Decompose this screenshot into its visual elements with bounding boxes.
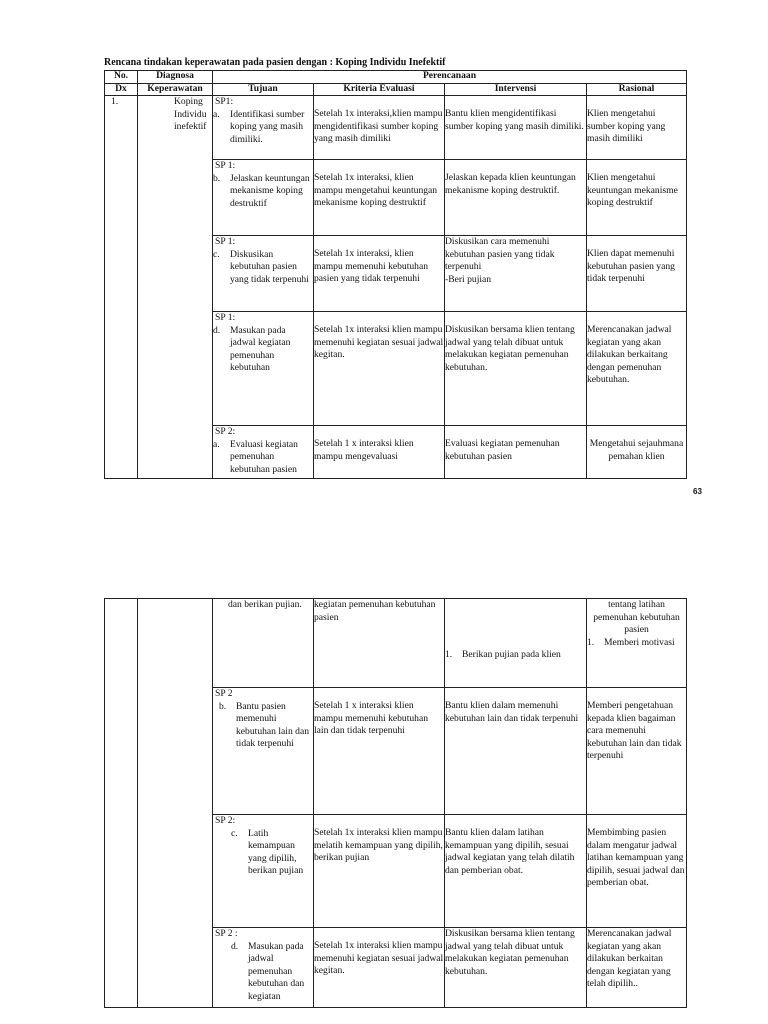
tujuan-cell: SP 1: b. Jelaskan keuntungan mekanisme koping destruktif — [213, 160, 314, 236]
intervensi-cell: Bantu klien mengidentifikasi sumber koping yang masih dimiliki. — [445, 96, 587, 160]
rasional-cell: Klien dapat memenuhi kebutuhan pasien yang tidak terpenuhi — [587, 236, 687, 312]
intervensi-cell: Bantu klien dalam latihan kemampuan yang dipilih, sesuai jadwal kegiatan yang telah dilatih dan pemberian obat. — [445, 815, 587, 928]
diagnosis-cell: Koping Individu inefektif — [138, 96, 213, 479]
diagnosis-empty — [138, 599, 213, 1008]
document-title: Rencana tindakan keperawatan pada pasien dengan : Koping Individu Inefektif — [104, 57, 446, 68]
header-kriteria: Kriteria Evaluasi — [314, 84, 445, 96]
care-plan-table-page2 — [104, 598, 687, 1008]
kriteria-cell: Setelah 1x interaksi klien mampu melatih kemampuan yang dipilih, berikan pujian — [314, 815, 445, 928]
kriteria-cell: Setelah 1x interaksi, klien mampu memenuhi kebutuhan pasien yang tidak terpenuhi — [314, 236, 445, 312]
rasional-cell: tentang latihan pemenuhan kebutuhan pasien 1. Memberi motivasi — [587, 599, 687, 688]
kriteria-cell: Setelah 1x interaksi,klien mampu mengidentifikasi sumber koping yang masih dimiliki — [314, 96, 445, 160]
kriteria-cell: Setelah 1x interaksi, klien mampu mengetahui keuntungan mekanisme koping destruktif — [314, 160, 445, 236]
kriteria-cell: kegiatan pemenuhan kebutuhan pasien — [314, 599, 445, 688]
rasional-cell: Membimbing pasien dalam mengatur jadwal latihan kemampuan yang dipilih, sesuai jadwal dan pemberian obat. — [587, 815, 687, 928]
tujuan-cell: dan berikan pujian. — [213, 599, 314, 688]
table-row — [105, 599, 687, 688]
care-plan-table-page1 — [104, 70, 687, 479]
tujuan-cell: SP 2 b. Bantu pasien memenuhi kebutuhan lain dan tidak terpenuhi — [213, 688, 314, 815]
kriteria-cell: Setelah 1x interaksi klien mampu memenuhi kegiatan sesuai jadwal kegitan. — [314, 312, 445, 426]
table-row — [105, 96, 687, 160]
intervensi-cell: 1. Berikan pujian pada klien — [445, 599, 587, 688]
kriteria-cell: Setelah 1 x interaksi klien mampu mengevaluasi — [314, 426, 445, 479]
kriteria-cell: Setelah 1x interaksi klien mampu memenuhi kegiatan sesuai jadwal kegitan. — [314, 928, 445, 1008]
tujuan-cell: SP 2: c. Latih kemampuan yang dipilih, berikan pujian — [213, 815, 314, 928]
header-keperawatan: Keperawatan — [138, 84, 213, 96]
header-perencanaan: Perencanaan — [213, 71, 687, 84]
intervensi-cell: Diskusikan bersama klien tentang jadwal yang telah dibuat untuk melakukan kegiatan pemenuhan kebutuhan. — [445, 312, 587, 426]
kriteria-cell: Setelah 1 x interaksi klien mampu memenuhi kebutuhan lain dan tidak terpenuhi — [314, 688, 445, 815]
header-rasional: Rasional — [587, 84, 687, 96]
row-number-empty — [105, 599, 138, 1008]
tujuan-cell: SP 1: c. Diskusikan kebutuhan pasien yang tidak terpenuhi — [213, 236, 314, 312]
intervensi-cell: Bantu klien dalam memenuhi kebutuhan lain dan tidak terpenuhi — [445, 688, 587, 815]
rasional-cell: Memberi pengetahuan kepada klien bagaiman cara memenuhi kebutuhan lain dan tidak terpenuhi — [587, 688, 687, 815]
rasional-cell: Mengetahui sejauhmana pemahan klien — [587, 426, 687, 479]
tujuan-cell: SP 2: a. Evaluasi kegiatan pemenuhan kebutuhan pasien — [213, 426, 314, 479]
intervensi-cell: Diskusikan bersama klien tentang jadwal yang telah dibuat untuk melakukan kegiatan pemenuhan kebutuhan. — [445, 928, 587, 1008]
header-no: No. — [105, 71, 138, 84]
rasional-cell: Klien mengetahui keuntungan mekanisme koping destruktif — [587, 160, 687, 236]
header-tujuan: Tujuan — [213, 84, 314, 96]
tujuan-cell: SP 1: d. Masukan pada jadwal kegiatan pemenuhan kebutuhan — [213, 312, 314, 426]
intervensi-cell: Diskusikan cara memenuhi kebutuhan pasien yang tidak terpenuhi -Beri pujian — [445, 236, 587, 312]
header-intervensi: Intervensi — [445, 84, 587, 96]
rasional-cell: Merencanakan jadwal kegiatan yang akan dilakukan berkaitan dengan kegiatan yang telah dipilih.. — [587, 928, 687, 1008]
page-number: 63 — [693, 487, 702, 496]
header-dx: Dx — [105, 84, 138, 96]
rasional-cell: Merencanakan jadwal kegiatan yang akan dilakukan berkaitang dengan pemenuhan kebutuhan. — [587, 312, 687, 426]
intervensi-cell: Jelaskan kepada klien keuntungan mekanisme koping destruktif. — [445, 160, 587, 236]
header-diagnosa: Diagnosa — [138, 71, 213, 84]
intervensi-cell: Evaluasi kegiatan pemenuhan kebutuhan pasien — [445, 426, 587, 479]
tujuan-cell: SP1: a. Identifikasi sumber koping yang masih dimiliki. — [213, 96, 314, 160]
rasional-cell: Klien mengetahui sumber koping yang masih dimiliki — [587, 96, 687, 160]
row-number: 1. — [105, 96, 138, 479]
tujuan-cell: SP 2 : d. Masukan pada jadwal pemenuhan kebutuhan dan kegiatan — [213, 928, 314, 1008]
